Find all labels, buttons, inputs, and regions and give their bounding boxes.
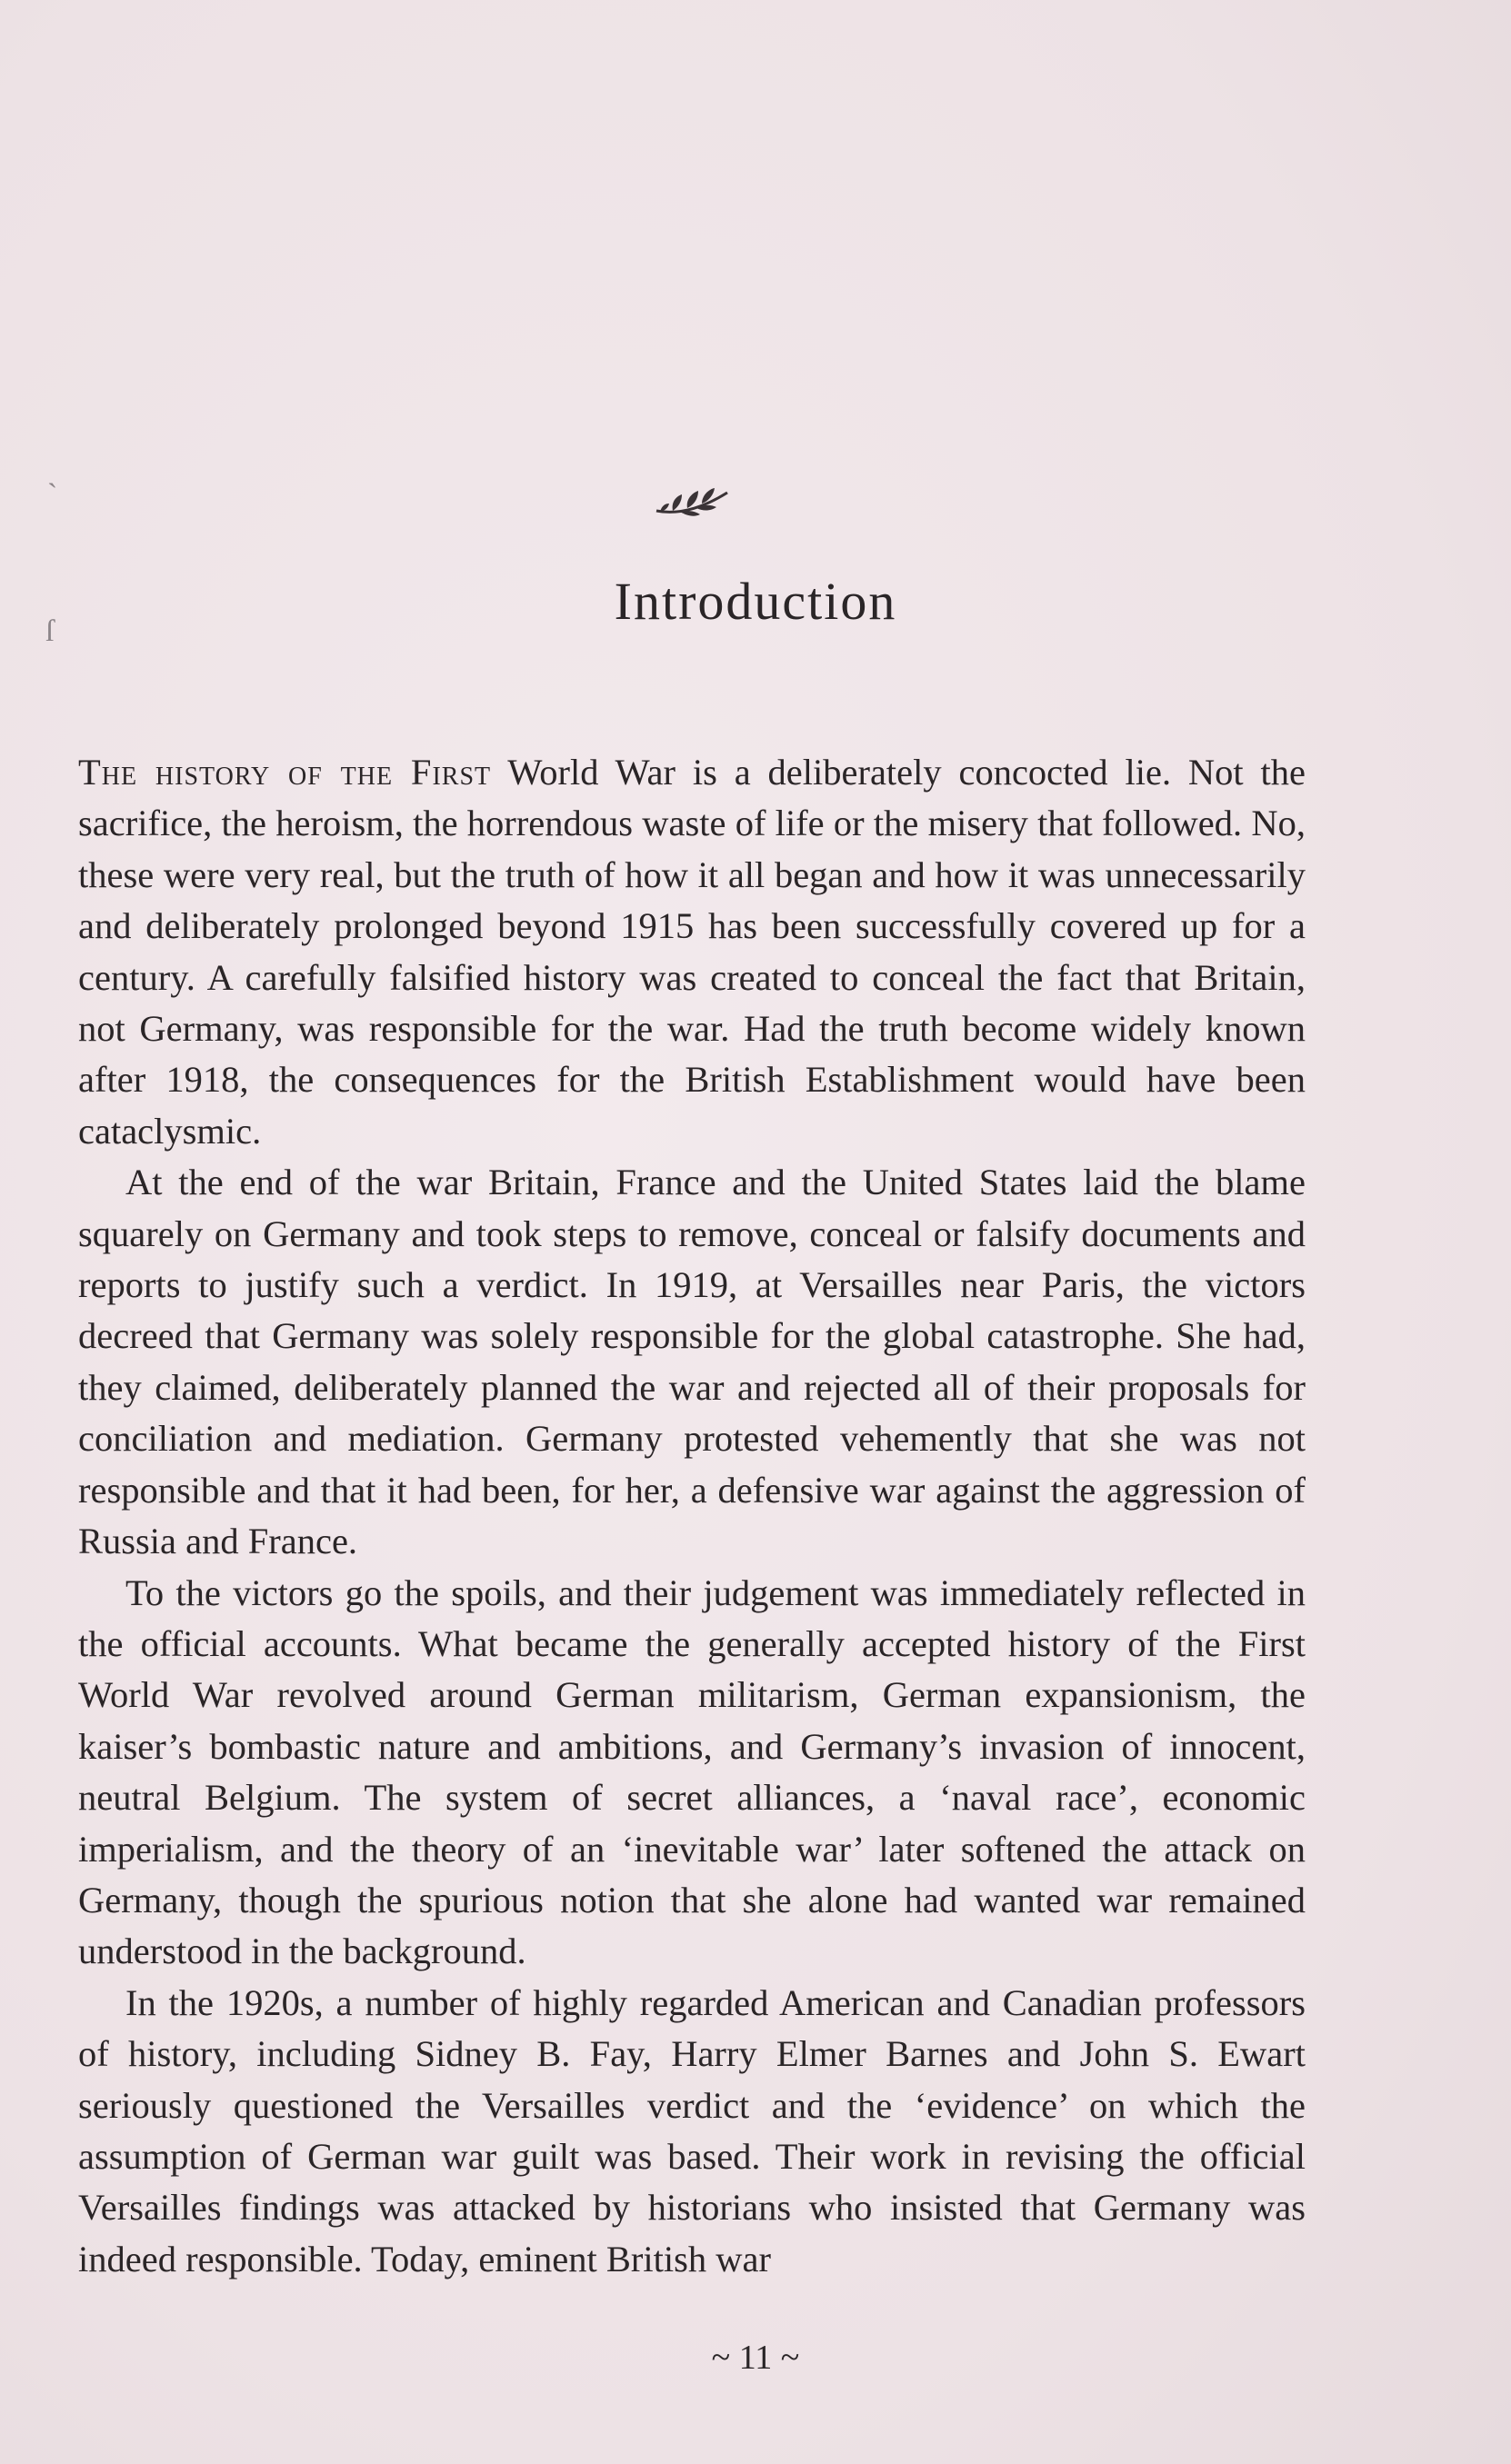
- paragraph: To the victors go the spoils, and their judgement was immediately reflected in the official accounts. What became the generally accepted history of the First World War revolved around German militarism, German expansionism, the kaiser’s bombastic nature and ambitions, and Germany’s invasion of innocent, neutral Belgium. The system of secret alliances, a ‘naval race’, economic imperialism, and the theory of an ‘inevitable war’ later softened the attack on Germany, though the spurious notion that she alone had wanted war remained understood in the background.: [78, 1571, 1306, 1972]
- lead-in-smallcaps: The history of the First: [78, 752, 492, 793]
- margin-mark: ˎ: [47, 454, 58, 488]
- paragraph: In the 1920s, a number of highly regarded American and Canadian professors of history, including Sidney B. Fay, Harry Elmer Barnes and John S. Ewart seriously questioned the Versailles verdict and the ‘evidence’ on which the assumption of German war guilt was based. Their work in revising the official Versailles findings was attacked by historians who insisted that Germany was indeed responsible. Today, eminent British war: [78, 1981, 1306, 2279]
- page-number: ~ 11 ~: [711, 2339, 800, 2377]
- body-text: [78, 747, 1306, 2285]
- paragraph-text: World War is a deliberately concocted lie. Not the sacrifice, the heroism, the horrendous waste of life or the misery that followed. No, these were very real, but the truth of how it all began and how it was unnecessarily and deliberately prolonged beyond 1915 has been successfully covered up for a century. A carefully falsified history was created to conceal the fact that Britain, not Germany, was responsible for the war. Had the truth become widely known after 1918, the consequences for the British Establishment would have been cataclysmic.: [78, 752, 1306, 1152]
- paragraph: [78, 747, 1306, 1157]
- leaf-sprig-icon: [653, 484, 731, 520]
- chapter-title: Introduction: [614, 572, 897, 631]
- margin-mark: ſ: [45, 614, 55, 648]
- paragraph: At the end of the war Britain, France and the United States laid the blame squarely on Germany and took steps to remove, conceal or falsify documents and reports to justify such a verdict. In 1919, at Versailles near Paris, the victors decreed that Germany was solely responsible for the global catastrophe. She had, they claimed, deliberately planned the war and rejected all of their proposals for conciliation and mediation. Germany protested vehemently that she was not responsible and that it had been, for her, a defensive war against the aggression of Russia and France.: [78, 1162, 1306, 1562]
